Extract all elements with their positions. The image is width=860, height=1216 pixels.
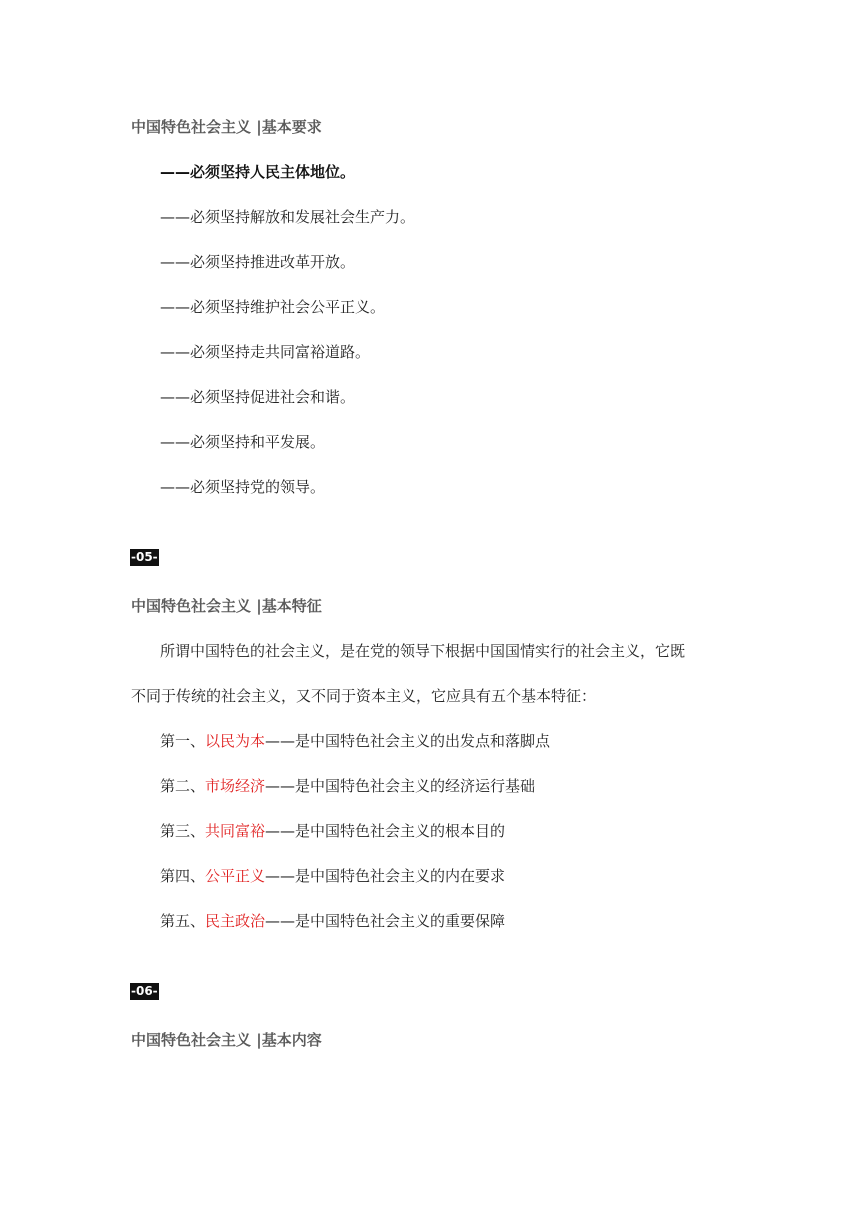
feature-ordinal: 第四、 <box>160 867 206 885</box>
section-heading-basic-content: 中国特色社会主义 |基本内容 <box>131 1031 322 1049</box>
section-heading-basic-requirements: 中国特色社会主义 |基本要求 <box>131 118 322 136</box>
feature-keyword: 共同富裕 <box>205 822 266 840</box>
section-number-badge: -06- <box>131 984 158 998</box>
feature-ordinal: 第三、 <box>160 822 206 840</box>
feature-item <box>160 776 535 796</box>
section-heading-basic-features: 中国特色社会主义 |基本特征 <box>131 597 322 615</box>
feature-item <box>160 911 505 931</box>
intro-paragraph-line: 所谓中国特色的社会主义，是在党的领导下根据中国国情实行的社会主义，它既 <box>160 642 686 660</box>
requirement-item: ——必须坚持推进改革开放。 <box>160 253 356 271</box>
feature-item <box>160 866 505 886</box>
intro-paragraph-line: 不同于传统的社会主义，又不同于资本主义，它应具有五个基本特征： <box>131 687 597 705</box>
requirement-item: ——必须坚持走共同富裕道路。 <box>160 343 371 361</box>
feature-ordinal: 第二、 <box>160 777 206 795</box>
feature-item <box>160 821 505 841</box>
feature-ordinal: 第五、 <box>160 912 206 930</box>
feature-description: ——是中国特色社会主义的内在要求 <box>265 867 506 885</box>
requirement-item: ——必须坚持和平发展。 <box>160 433 326 451</box>
feature-keyword: 以民为本 <box>205 732 266 750</box>
feature-description: ——是中国特色社会主义的根本目的 <box>265 822 506 840</box>
feature-description: ——是中国特色社会主义的重要保障 <box>265 912 506 930</box>
requirement-item: ——必须坚持促进社会和谐。 <box>160 388 356 406</box>
section-number-badge: -05- <box>131 550 158 564</box>
requirement-item: ——必须坚持维护社会公平正义。 <box>160 298 386 316</box>
feature-keyword: 公平正义 <box>205 867 266 885</box>
feature-keyword: 民主政治 <box>205 912 266 930</box>
feature-description: ——是中国特色社会主义的经济运行基础 <box>265 777 536 795</box>
feature-keyword: 市场经济 <box>205 777 266 795</box>
feature-ordinal: 第一、 <box>160 732 206 750</box>
requirement-item: ——必须坚持解放和发展社会生产力。 <box>160 208 416 226</box>
feature-item <box>160 731 550 751</box>
requirement-item: ——必须坚持人民主体地位。 <box>160 163 356 181</box>
requirement-item: ——必须坚持党的领导。 <box>160 478 326 496</box>
feature-description: ——是中国特色社会主义的出发点和落脚点 <box>265 732 551 750</box>
